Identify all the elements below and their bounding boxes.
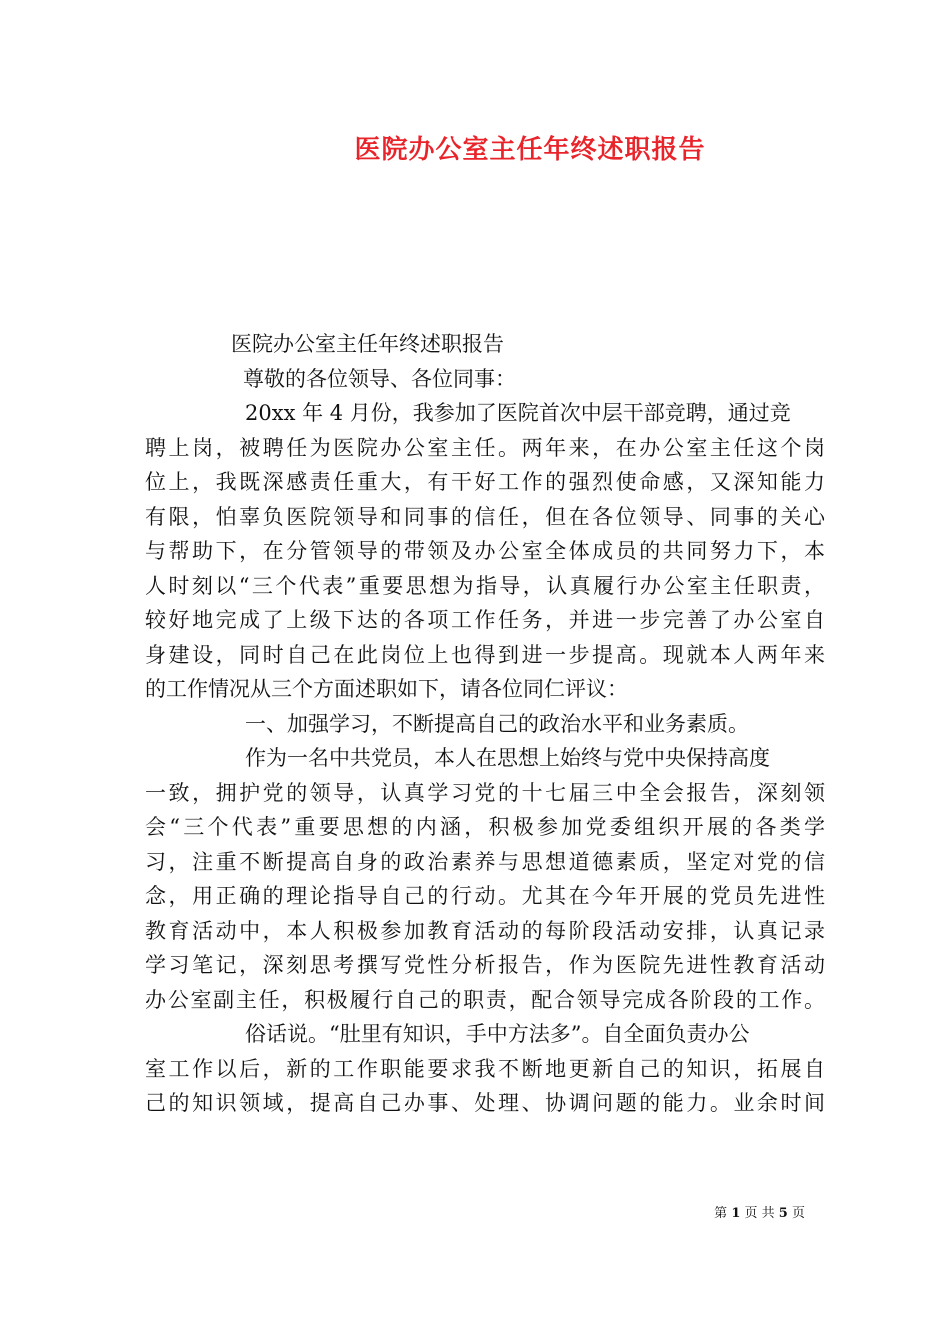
footer-middle: 页 共 — [744, 1206, 775, 1221]
paragraph-line: 办公室副主任，积极履行自己的职责，配合领导完成各阶段的工作。 — [145, 987, 825, 1012]
paragraph-line: 的工作情况从三个方面述职如下，请各位同仁评议： — [145, 677, 628, 701]
paragraph-line: 习，注重不断提高自身的政治素养与思想道德素质，坚定对党的信 — [145, 849, 825, 874]
paragraph-line: 人时刻以“三个代表”重要思想为指导，认真履行办公室主任职责， — [145, 573, 825, 598]
paragraph-line: 作为一名中共党员，本人在思想上始终与党中央保持高度 — [245, 746, 770, 770]
paragraph-line: 有限，怕辜负医院领导和同事的信任，但在各位领导、同事的关心 — [145, 504, 825, 529]
paragraph-line: 聘上岗，被聘任为医院办公室主任。两年来，在办公室主任这个岗 — [145, 435, 825, 460]
paragraph-line: 学习笔记，深刻思考撰写党性分析报告，作为医院先进性教育活动 — [145, 953, 825, 977]
paragraph-line: 教育活动中，本人积极参加教育活动的每阶段活动安排，认真记录 — [145, 918, 825, 943]
page-number-footer — [714, 1205, 805, 1223]
footer-prefix: 第 — [714, 1206, 728, 1221]
paragraph-line: 与帮助下，在分管领导的带领及办公室全体成员的共同努力下，本 — [145, 539, 825, 563]
current-page-number: 1 — [731, 1206, 741, 1221]
paragraph-line: 室工作以后，新的工作职能要求我不断地更新自己的知识，拓展自 — [145, 1056, 825, 1081]
paragraph-line: 较好地完成了上级下达的各项工作任务，并进一步完善了办公室自 — [145, 608, 825, 632]
paragraph-line: 念，用正确的理论指导自己的行动。尤其在今年开展的党员先进性 — [145, 884, 825, 908]
document-title: 医院办公室主任年终述职报告 — [354, 135, 706, 165]
greeting-line: 尊敬的各位领导、各位同事： — [243, 366, 516, 391]
body-subtitle: 医院办公室主任年终述职报告 — [231, 332, 504, 356]
paragraph-line: 身建设，同时自己在此岗位上也得到进一步提高。现就本人两年来 — [145, 642, 825, 667]
section-heading: 一、加强学习，不断提高自己的政治水平和业务素质。 — [245, 711, 749, 736]
paragraph-line: 一致，拥护党的领导，认真学习党的十七届三中全会报告，深刻领 — [145, 780, 825, 805]
paragraph-line: 20xx 年 4 月份，我参加了医院首次中层干部竞聘，通过竞 — [245, 401, 791, 425]
paragraph-line: 俗话说。“肚里有知识，手中方法多”。自全面负责办公 — [245, 1022, 750, 1046]
footer-suffix: 页 — [791, 1206, 805, 1221]
paragraph-line: 会“三个代表”重要思想的内涵，积极参加党委组织开展的各类学 — [145, 815, 825, 839]
total-page-count: 5 — [778, 1206, 788, 1221]
document-body — [145, 327, 825, 1121]
paragraph-line: 己的知识领域，提高自己办事、处理、协调问题的能力。业余时间 — [145, 1091, 825, 1115]
paragraph-line: 位上，我既深感责任重大，有干好工作的强烈使命感，又深知能力 — [145, 470, 825, 494]
